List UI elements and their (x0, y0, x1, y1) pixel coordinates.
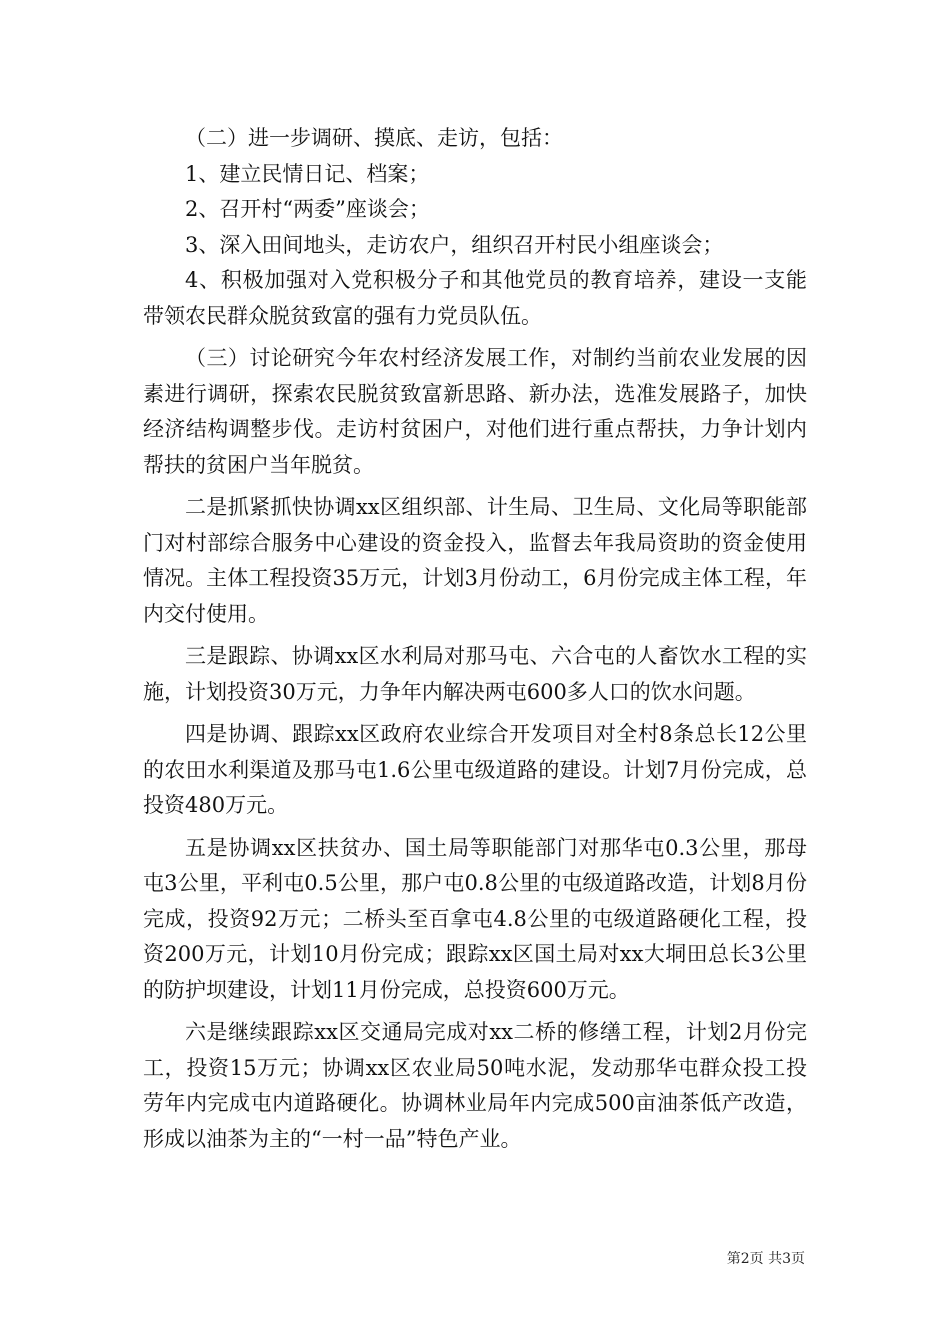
paragraph-10: 五是协调xx区扶贫办、国土局等职能部门对那华屯0.3公里，那母屯3公里，平利屯0.5公里，那户屯0.8公里的屯级道路改造，计划8月份完成，投资92万元；二桥头至百拿屯4.8公里的屯级道路硬化工程，投资200万元，计划10月份完成；跟踪xx区国土局对xx大垌田总长3公里的防护坝建设，计划11月份完成，总投资600万元。 (143, 835, 807, 1002)
paragraph-4: 3、深入田间地头，走访农户，组织召开村民小组座谈会； (185, 232, 724, 257)
paragraph-1: （二）进一步调研、摸底、走访，包括： (185, 126, 563, 150)
document-body (143, 121, 807, 1157)
paragraph-7: 二是抓紧抓快协调xx区组织部、计生局、卫生局、文化局等职能部门对村部综合服务中心建设的资金投入，监督去年我局资助的资金使用情况。主体工程投资35万元，计划3月份动工，6月份完成主体工程，年内交付使用。 (143, 495, 807, 626)
paragraph-3: 2、召开村“两委”座谈会； (185, 197, 430, 221)
paragraph-9: 四是协调、跟踪xx区政府农业综合开发项目对全村8条总长12公里的农田水利渠道及那马屯1.6公里屯级道路的建设。计划7月份完成，总投资480万元。 (143, 722, 807, 817)
page-number-footer: 第2页 共3页 (726, 1251, 805, 1267)
paragraph-6: （三）讨论研究今年农村经济发展工作，对制约当前农业发展的因素进行调研，探索农民脱贫致富新思路、新办法，选准发展路子，加快经济结构调整步伐。走访村贫困户，对他们进行重点帮扶，力争计划内帮扶的贫困户当年脱贫。 (143, 346, 807, 477)
paragraph-11: 六是继续跟踪xx区交通局完成对xx二桥的修缮工程，计划2月份完工，投资15万元；协调xx区农业局50吨水泥，发动那华屯群众投工投劳年内完成屯内道路硬化。协调林业局年内完成500亩油茶低产改造，形成以油茶为主的“一村一品”特色产业。 (143, 1020, 807, 1151)
paragraph-2: 1、建立民情日记、档案； (185, 161, 430, 186)
paragraph-5: 4、积极加强对入党积极分子和其他党员的教育培养，建设一支能带领农民群众脱贫致富的强有力党员队伍。 (143, 268, 807, 328)
paragraph-8: 三是跟踪、协调xx区水利局对那马屯、六合屯的人畜饮水工程的实施，计划投资30万元，力争年内解决两屯600多人口的饮水问题。 (143, 644, 807, 704)
